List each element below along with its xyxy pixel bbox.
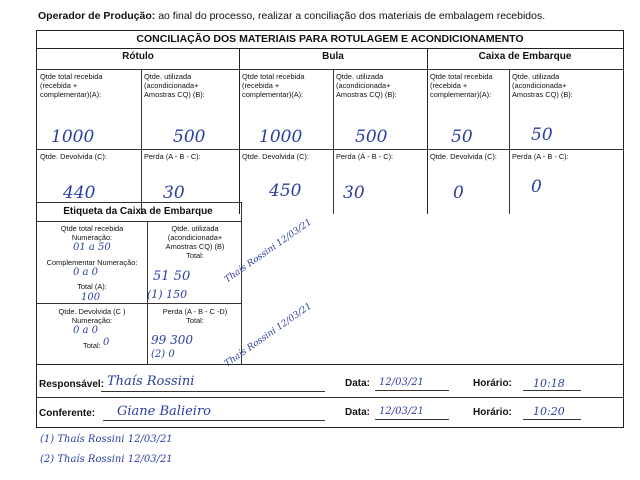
- caixa-b-value: 50: [531, 125, 553, 145]
- etiqueta-total-a-value: 100: [81, 292, 101, 303]
- etiqueta-devolvida-label: Qtde. Devolvida (C ) Numeração:: [58, 307, 126, 325]
- rotulo-a-value: 1000: [51, 127, 95, 147]
- form-title: CONCILIAÇÃO DOS MATERIAIS PARA ROTULAGEM E ACONDICIONAMENTO: [136, 33, 524, 45]
- bula-devolvida-label: Qtde. Devolvida (C):: [242, 152, 309, 161]
- etiqueta-complementar-range: 0 a 0: [73, 267, 99, 278]
- etiqueta-perda-values: 99 300: [151, 333, 193, 347]
- bula-b-value: 500: [355, 127, 388, 147]
- etiqueta-title: Etiqueta da Caixa de Embarque: [63, 206, 213, 217]
- bula-utilizada-label: Qtde. utilizada (acondicionada+ Amostras CQ) (B):: [336, 72, 397, 99]
- caixa-devolvida-label: Qtde. Devolvida (C):: [430, 152, 497, 161]
- horario-value-1: 10:18: [533, 377, 565, 390]
- caixa-a-value: 50: [451, 127, 473, 147]
- etiqueta-utilizada-correction: (1) 150: [147, 288, 188, 301]
- etiqueta-recebida-label: Qtde total recebida Numeração:: [60, 224, 124, 242]
- etiqueta-perda-label: Perda (A - B - C -D) Total:: [162, 307, 228, 325]
- caixa-perda-label: Perda (A - B - C):: [512, 152, 569, 161]
- section-rotulo: Rótulo: [122, 51, 154, 62]
- rotulo-devolvida-label: Qtde. Devolvida (C):: [40, 152, 107, 161]
- bula-recebida-label: Qtde total recebida (recebida + complementar)(A):: [242, 72, 305, 99]
- horario-label-1: Horário:: [473, 378, 512, 389]
- data-value-2: 12/03/21: [379, 406, 424, 417]
- signature-correction-2: Thaís Rossini 12/03/21: [223, 301, 314, 370]
- etiqueta-total-label: Total:: [83, 341, 101, 350]
- horario-value-2: 10:20: [533, 405, 565, 418]
- conferente-label: Conferente:: [39, 408, 96, 419]
- section-bula: Bula: [322, 51, 344, 62]
- rotulo-recebida-label: Qtde total recebida (recebida + complementar)(A):: [40, 72, 103, 99]
- etiqueta-total-value: 0: [103, 337, 110, 348]
- instructions-label: Operador de Produção:: [38, 10, 156, 22]
- rotulo-b-value: 500: [173, 127, 206, 147]
- etiqueta-perda-correction: (2) 0: [151, 349, 175, 360]
- caixa-perda-value: 0: [531, 177, 542, 197]
- etiqueta-devolvida-range: 0 a 0: [73, 325, 99, 336]
- etiqueta-utilizada-label: Qtde. utilizada (acondicionada+ Amostras CQ) (B) Total:: [165, 224, 225, 260]
- rotulo-utilizada-label: Qtde. utilizada (acondicionada+ Amostras CQ) (B):: [144, 72, 205, 99]
- caixa-recebida-label: Qtde total recebida (recebida + complementar)(A):: [430, 72, 493, 99]
- bula-perda-label: Perda (Á - B - C):: [336, 152, 394, 161]
- conferente-value: Giane Balieiro: [117, 404, 212, 419]
- data-label-1: Data:: [345, 378, 371, 389]
- responsavel-value: Thaís Rossini: [107, 374, 195, 389]
- section-caixa-embarque: Caixa de Embarque: [478, 51, 572, 62]
- bula-a-value: 1000: [259, 127, 303, 147]
- rotulo-perda-label: Perda (A - B - C):: [144, 152, 201, 161]
- instructions-text: ao final do processo, realizar a conciliação dos materiais de embalagem recebidos.: [155, 10, 546, 22]
- etiqueta-total-a-label: Total (A):: [77, 282, 107, 291]
- rotulo-c-value: 440: [63, 183, 96, 203]
- data-value-1: 12/03/21: [379, 377, 424, 388]
- operator-instructions: [38, 10, 545, 22]
- rotulo-perda-value: 30: [163, 183, 185, 203]
- correction-note-2: (2) Thaís Rossini 12/03/21: [40, 454, 173, 465]
- horario-label-2: Horário:: [473, 407, 512, 418]
- bula-c-value: 450: [269, 181, 302, 201]
- responsavel-label: Responsável:: [39, 379, 105, 390]
- reconciliation-form: [36, 30, 624, 428]
- caixa-utilizada-label: Qtde. utilizada (acondicionada+ Amostras CQ) (B):: [512, 72, 573, 99]
- etiqueta-utilizada-values: 51 50: [153, 269, 191, 284]
- bula-perda-value: 30: [343, 183, 365, 203]
- caixa-c-value: 0: [453, 183, 464, 203]
- etiqueta-complementar-label: Complementar Numeração:: [46, 258, 138, 267]
- correction-note-1: (1) Thaís Rossini 12/03/21: [40, 434, 173, 445]
- etiqueta-recebida-range: 01 a 50: [73, 242, 111, 253]
- signature-correction-1: Thaís Rossini 12/03/21: [223, 217, 314, 286]
- data-label-2: Data:: [345, 407, 371, 418]
